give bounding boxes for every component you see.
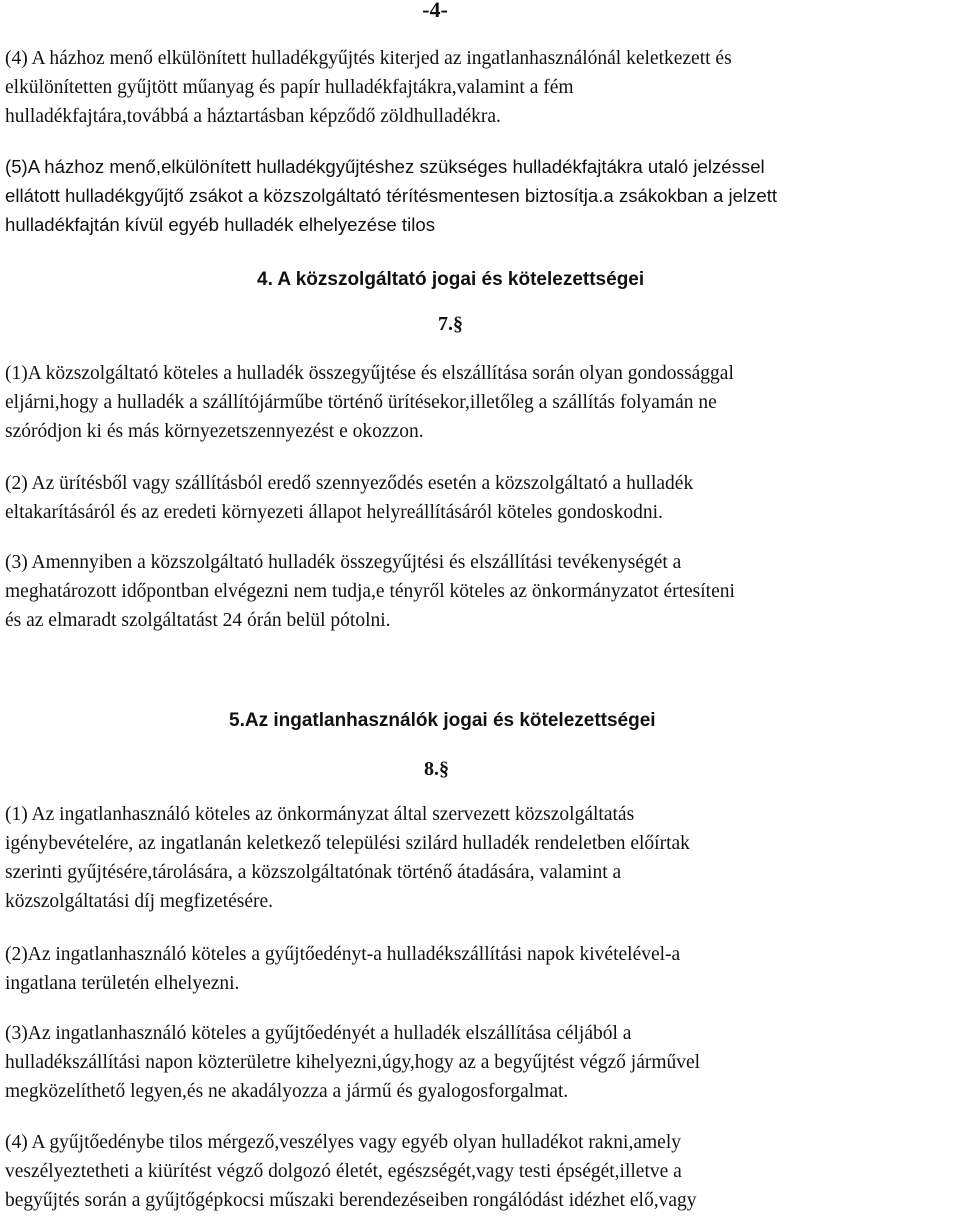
text-line: és az elmaradt szolgáltatást 24 órán belül pótolni. [5, 610, 391, 631]
paragraph-8-4 [5, 1128, 957, 1215]
text-line: ellátott hulladékgyűjtő zsákot a közszolgáltató térítésmentesen biztosítja.a zsákokban a jelzett [5, 185, 778, 206]
section-5-heading: 5.Az ingatlanhasználók jogai és kötelezettségei [229, 710, 656, 731]
paragraph-7-3 [5, 548, 957, 635]
text-line: (4) A gyűjtőedénybe tilos mérgező,veszélyes vagy egyéb olyan hulladékot rakni,amely [5, 1132, 681, 1153]
text-line: szóródjon ki és más környezetszennyezést e okozzon. [5, 421, 424, 442]
page-number: -4- [422, 0, 448, 22]
text-line: hulladékszállítási napon közterületre kihelyezni,úgy,hogy az a begyűjtést végző járművel [5, 1052, 701, 1073]
section-mark-7: 7.§ [438, 313, 463, 335]
paragraph-4-5 [5, 152, 957, 239]
text-line: veszélyeztetheti a kiürítést végző dolgozó életét, egészségét,vagy testi épségét,illetve a [5, 1161, 682, 1182]
text-line: igénybevételére, az ingatlanán keletkező települési szilárd hulladék rendeletben előírtak [5, 833, 690, 854]
text-line: eljárni,hogy a hulladék a szállítójárműbe történő ürítésekor,illetőleg a szállítás folyamán ne [5, 392, 717, 413]
paragraph-8-3 [5, 1019, 957, 1106]
text-line: (4) A házhoz menő elkülönített hulladékgyűjtés kiterjed az ingatlanhasználónál keletkezett és [5, 48, 732, 69]
text-line: hulladékfajtán kívül egyéb hulladék elhelyezése tilos [5, 214, 435, 235]
text-line: közszolgáltatási díj megfizetésére. [5, 891, 274, 912]
text-line: (5)A házhoz menő,elkülönített hulladékgyűjtéshez szükséges hulladékfajtákra utaló jelzéssel [5, 156, 765, 177]
text-line: hulladékfajtára,továbbá a háztartásban képződő zöldhulladékra. [5, 106, 501, 127]
text-line: (1) Az ingatlanhasználó köteles az önkormányzat által szervezett közszolgáltatás [5, 804, 635, 825]
text-line: megközelíthető legyen,és ne akadályozza a jármű és gyalogosforgalmat. [5, 1081, 569, 1102]
paragraph-7-2 [5, 469, 957, 527]
section-4-heading: 4. A közszolgáltató jogai és kötelezettségei [257, 269, 645, 290]
text-line: ingatlana területén elhelyezni. [5, 973, 240, 994]
text-line: (2) Az ürítésből vagy szállításból eredő szennyeződés esetén a közszolgáltató a hulladék [5, 473, 694, 494]
text-line: eltakarításáról és az eredeti környezeti állapot helyreállításáról köteles gondoskodni. [5, 502, 663, 523]
section-mark-8: 8.§ [424, 758, 449, 780]
text-line: (1)A közszolgáltató köteles a hulladék összegyűjtése és elszállítása során olyan gondossággal [5, 363, 734, 384]
text-line: (3)Az ingatlanhasználó köteles a gyűjtőedényét a hulladék elszállítása céljából a [5, 1023, 632, 1044]
text-line: (3) Amennyiben a közszolgáltató hulladék összegyűjtési és elszállítási tevékenységét a [5, 552, 682, 573]
paragraph-8-2 [5, 940, 957, 998]
text-line: begyűjtés során a gyűjtőgépkocsi műszaki berendezéseiben rongálódást idézhet elő,vagy [5, 1190, 697, 1211]
paragraph-8-1 [5, 800, 957, 916]
text-line: (2)Az ingatlanhasználó köteles a gyűjtőedényt-a hulladékszállítási napok kivételével-a [5, 944, 681, 965]
paragraph-7-1 [5, 359, 957, 446]
text-line: meghatározott időpontban elvégezni nem tudja,e tényről köteles az önkormányzatot értesíteni [5, 581, 735, 602]
text-line: szerinti gyűjtésére,tárolására, a közszolgáltatónak történő átadására, valamint a [5, 862, 622, 883]
paragraph-4-4 [5, 44, 957, 131]
text-line: elkülönítetten gyűjtött műanyag és papír hulladékfajtákra,valamint a fém [5, 77, 574, 98]
